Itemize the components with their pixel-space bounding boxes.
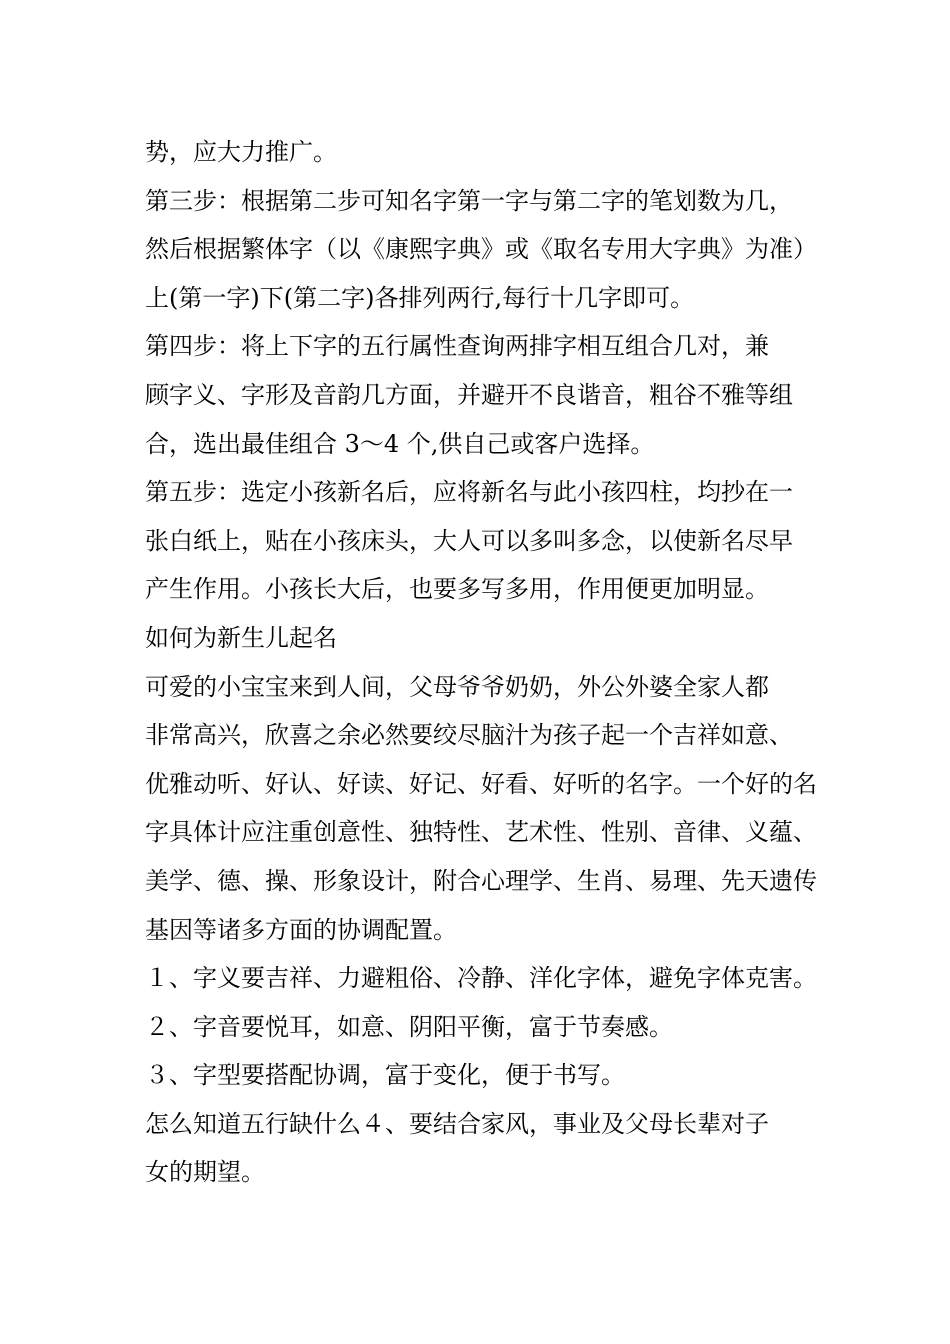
text-line: 可爱的小宝宝来到人间，父母爷爷奶奶，外公外婆全家人都 [145, 672, 769, 701]
text-line: 势，应大力推广。 [145, 138, 337, 166]
text-line: 第三步：根据第二步可知名字第一字与第二字的笔划数为几， [145, 186, 793, 215]
list-item: ２、字音要悦耳，如意、阴阳平衡，富于节奏感。 [145, 1012, 673, 1041]
text-line: 第四步：将上下字的五行属性查询两排字相互组合几对，兼 [145, 332, 769, 361]
text-line: 优雅动听、好认、好读、好记、好看、好听的名字。一个好的名 [145, 769, 817, 798]
text-line: 基因等诸多方面的协调配置。 [145, 915, 457, 944]
section-heading: 如何为新生儿起名 [145, 623, 337, 652]
text-line: 合，选出最佳组合 3～4 个,供自己或客户选择。 [145, 429, 655, 458]
document-body [145, 128, 835, 1197]
text-line: 非常高兴，欣喜之余必然要绞尽脑汁为孩子起一个吉祥如意、 [145, 721, 793, 750]
list-item: １、字义要吉祥、力避粗俗、冷静、洋化字体，避免字体克害。 [145, 964, 817, 993]
text-line: 然后根据繁体字（以《康熙字典》或《取名专用大字典》为准） [145, 235, 817, 264]
text-line: 怎么知道五行缺什么４、要结合家风，事业及父母长辈对子 [145, 1109, 769, 1138]
text-line: 产生作用。小孩长大后，也要多写多用，作用便更加明显。 [145, 575, 769, 604]
text-line: 字具体计应注重创意性、独特性、艺术性、性别、音律、义蕴、 [145, 818, 817, 847]
text-line: 美学、德、操、形象设计，附合心理学、生肖、易理、先天遗传 [145, 866, 817, 895]
list-item: ３、字型要搭配协调，富于变化，便于书写。 [145, 1061, 625, 1090]
text-line: 张白纸上，贴在小孩床头，大人可以多叫多念，以使新名尽早 [145, 526, 793, 555]
text-line: 第五步：选定小孩新名后，应将新名与此小孩四柱，均抄在一 [145, 478, 793, 507]
text-line: 顾字义、字形及音韵几方面，并避开不良谐音，粗谷不雅等组 [145, 380, 793, 409]
text-line: 女的期望。 [145, 1158, 265, 1187]
text-line: 上(第一字)下(第二字)各排列两行,每行十几字即可。 [145, 283, 695, 312]
